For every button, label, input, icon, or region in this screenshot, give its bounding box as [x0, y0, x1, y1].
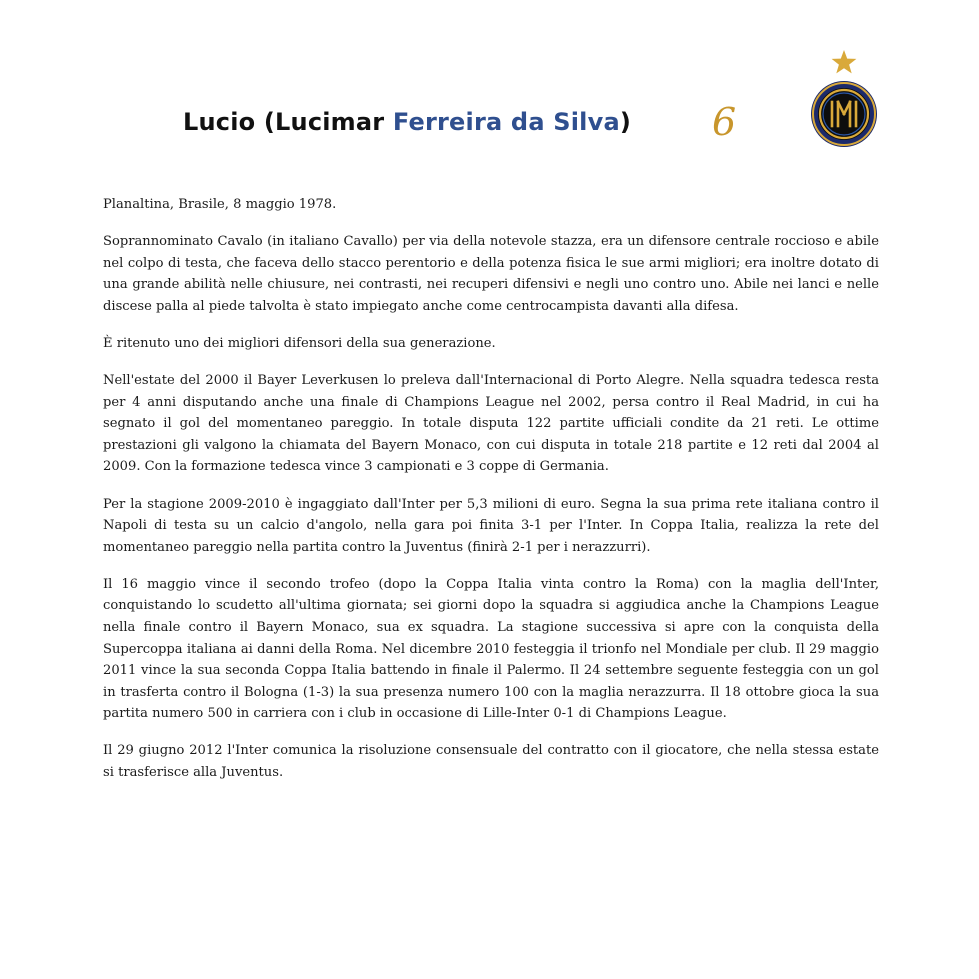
title-name: Lucio (Lucimar: [183, 108, 393, 136]
title-closing: ): [619, 108, 632, 136]
paragraph: Il 29 giugno 2012 l'Inter comunica la risoluzione consensuale del contratto con il giocatore, che nella stessa estate si trasferisce alla Juventus.: [103, 743, 879, 781]
title-surname: Ferreira da Silva: [392, 108, 620, 136]
page-header: [0, 100, 979, 160]
paragraph: Soprannominato Cavalo (in italiano Cavallo) per via della notevole stazza, era un difensore centrale roccioso e abile nel colpo di testa, che faceva dello stacco perentorio e della potenza fisica le sue armi migliori; era inoltre dotato di una grande abilità nelle chiusure, nei contrasti, nei recuperi difensivi e negli uno contro uno. Abile nei lanci e nelle discese palla al piede talvolta è stato impiegato anche come centrocampista davanti alla difesa.: [103, 234, 879, 314]
article-body: [103, 194, 879, 799]
shirt-number: 6: [712, 100, 737, 144]
inter-logo-icon: [808, 48, 880, 150]
star-icon: [832, 50, 857, 73]
paragraph: È ritenuto uno dei migliori difensori della sua generazione.: [103, 335, 496, 351]
paragraph: Per la stagione 2009-2010 è ingaggiato dall'Inter per 5,3 milioni di euro. Segna la sua prima rete italiana contro il Napoli di testa su un calcio d'angolo, nella gara poi finita 3-1 per l'Inter. In Coppa Italia, realizza la rete del momentaneo pareggio nella partita contro la Juventus (finirà 2-1 per i nerazzurri).: [103, 496, 879, 555]
birth-info: Planaltina, Brasile, 8 maggio 1978.: [103, 197, 337, 212]
paragraph: Il 16 maggio vince il secondo trofeo (dopo la Coppa Italia vinta contro la Roma) con la maglia dell'Inter, conquistando lo scudetto all'ultima giornata; sei giorni dopo la squadra si aggiudica anche la Champions League nella finale contro il Bayern Monaco, sua ex squadra. La stagione successiva si apre con la conquista della Supercoppa italiana ai danni della Roma. Nel dicembre 2010 festeggia il trionfo nel Mondiale per club. Il 29 maggio 2011 vince la sua seconda Coppa Italia battendo in finale il Palermo. Il 24 settembre seguente festeggia con un gol in trasferta contro il Bologna (1-3) la sua presenza numero 100 con la maglia nerazzurra. Il 18 ottobre gioca la sua partita numero 500 in carriera con i club in occasione di Lille-Inter 0-1 di Champions League.: [103, 576, 879, 722]
paragraph: Nell'estate del 2000 il Bayer Leverkusen lo preleva dall'Internacional di Porto Alegre. Nella squadra tedesca resta per 4 anni disputando anche una finale di Champions League nel 2002, persa contro il Real Madrid, in cui ha segnato il gol del momentaneo pareggio. In totale disputa 122 partite ufficiali condite da 21 reti. Le ottime prestazioni gli valgono la chiamata del Bayern Monaco, con cui disputa in totale 218 partite e 12 reti dal 2004 al 2009. Con la formazione tedesca vince 3 campionati e 3 coppe di Germania.: [103, 373, 879, 475]
page-title: [183, 108, 631, 136]
